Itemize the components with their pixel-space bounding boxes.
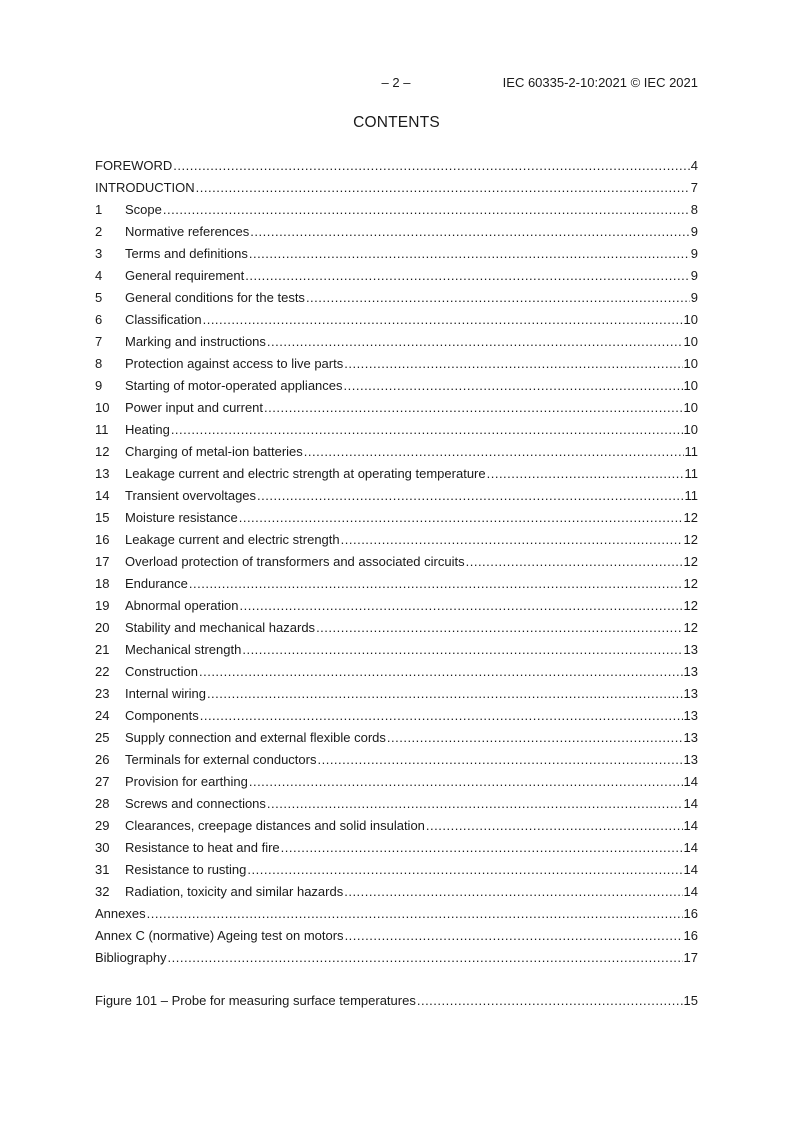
toc-entry[interactable]	[95, 353, 698, 375]
toc-entry-label: Heating	[125, 422, 170, 437]
toc-entry-label: Protection against access to live parts	[125, 356, 344, 371]
toc-entry-page: 4	[690, 158, 698, 173]
toc-entry[interactable]	[95, 793, 698, 815]
toc-entry[interactable]	[95, 331, 698, 353]
toc-entry-page: 14	[683, 840, 698, 855]
toc-entry-number: 21	[95, 642, 110, 657]
dot-leader	[239, 595, 682, 617]
dot-leader	[341, 529, 683, 551]
toc-entry[interactable]	[95, 639, 698, 661]
toc-entry[interactable]	[95, 573, 698, 595]
toc-entry[interactable]	[95, 529, 698, 551]
dot-leader	[207, 683, 683, 705]
toc-entry-page: 10	[683, 334, 698, 349]
dot-leader	[281, 837, 683, 859]
toc-entry-label: Screws and connections	[125, 796, 266, 811]
dot-leader	[345, 925, 683, 947]
toc-entry-label: Leakage current and electric strength	[125, 532, 340, 547]
toc-entry-label: Normative references	[125, 224, 250, 239]
toc-entry-label: Stability and mechanical hazards	[125, 620, 316, 635]
toc-entry-label: Endurance	[125, 576, 188, 591]
toc-entry[interactable]	[95, 397, 698, 419]
dot-leader	[466, 551, 683, 573]
toc-entry-label: Moisture resistance	[125, 510, 238, 525]
dot-leader	[203, 309, 683, 331]
toc-entry-label: FOREWORD	[95, 158, 173, 173]
toc-entry-page: 12	[683, 554, 698, 569]
toc-entry-number: 20	[95, 620, 110, 635]
toc-entry[interactable]	[95, 859, 698, 881]
toc-entry-number: 7	[95, 334, 103, 349]
toc-entry[interactable]	[95, 881, 698, 903]
toc-entry-page: 17	[683, 950, 698, 965]
toc-entry-number: 28	[95, 796, 110, 811]
toc-entry[interactable]	[95, 419, 698, 441]
toc-entry-page: 10	[683, 356, 698, 371]
toc-entry[interactable]	[95, 925, 698, 947]
toc-entry-number: 15	[95, 510, 110, 525]
toc-entry[interactable]	[95, 771, 698, 793]
dot-leader	[189, 573, 683, 595]
table-of-contents	[95, 155, 698, 969]
toc-entry-number: 13	[95, 466, 110, 481]
toc-entry-number: 16	[95, 532, 110, 547]
toc-entry-label: Starting of motor-operated appliances	[125, 378, 343, 393]
toc-entry[interactable]	[95, 309, 698, 331]
toc-entry-label: Charging of metal-ion batteries	[125, 444, 303, 459]
toc-entry[interactable]	[95, 375, 698, 397]
toc-entry[interactable]	[95, 199, 698, 221]
toc-entry-label: INTRODUCTION	[95, 180, 195, 195]
toc-entry-page: 10	[683, 422, 698, 437]
toc-entry-number: 3	[95, 246, 103, 261]
toc-entry-label: Terms and definitions	[125, 246, 248, 261]
toc-entry-label: Resistance to heat and fire	[125, 840, 280, 855]
toc-entry-number: 14	[95, 488, 110, 503]
toc-entry-page: 8	[690, 202, 698, 217]
dot-leader	[249, 771, 683, 793]
toc-entry-page: 11	[684, 488, 698, 503]
toc-entry[interactable]	[95, 683, 698, 705]
toc-entry[interactable]	[95, 617, 698, 639]
toc-entry-page: 16	[683, 928, 698, 943]
toc-entry-page: 11	[684, 466, 698, 481]
toc-entry-number: 31	[95, 862, 110, 877]
dot-leader	[426, 815, 683, 837]
toc-entry-page: 12	[683, 532, 698, 547]
toc-entry-page: 12	[683, 510, 698, 525]
toc-entry[interactable]	[95, 155, 698, 177]
dot-leader	[267, 331, 683, 353]
toc-entry-label: Figure 101 – Probe for measuring surface temperatures	[95, 993, 416, 1008]
dot-leader	[344, 353, 682, 375]
toc-entry-number: 23	[95, 686, 110, 701]
toc-entry[interactable]	[95, 221, 698, 243]
toc-entry-label: Transient overvoltages	[125, 488, 257, 503]
dot-leader	[199, 661, 683, 683]
dot-leader	[247, 859, 682, 881]
toc-entry[interactable]	[95, 837, 698, 859]
toc-entry-number: 30	[95, 840, 110, 855]
toc-entry-page: 10	[683, 312, 698, 327]
dot-leader	[257, 485, 683, 507]
toc-entry-page: 15	[683, 993, 698, 1008]
toc-entry[interactable]	[95, 177, 698, 199]
toc-entry-page: 9	[690, 268, 698, 283]
dot-leader	[316, 617, 682, 639]
toc-entry-number: 22	[95, 664, 110, 679]
toc-entry-number: 11	[95, 422, 109, 437]
toc-entry[interactable]	[95, 441, 698, 463]
toc-entry-label: Radiation, toxicity and similar hazards	[125, 884, 344, 899]
toc-entry-page: 9	[690, 224, 698, 239]
toc-entry-page: 12	[683, 598, 698, 613]
toc-entry-label: Classification	[125, 312, 202, 327]
toc-entry-page: 10	[683, 400, 698, 415]
toc-entry-number: 32	[95, 884, 110, 899]
toc-entry-label: Components	[125, 708, 199, 723]
toc-entry[interactable]	[95, 243, 698, 265]
dot-leader	[344, 375, 683, 397]
toc-entry-label: Marking and instructions	[125, 334, 266, 349]
toc-entry[interactable]	[95, 727, 698, 749]
document-reference: IEC 60335-2-10:2021 © IEC 2021	[502, 75, 698, 90]
page-title: CONTENTS	[353, 114, 440, 131]
toc-entry-page: 9	[690, 246, 698, 261]
toc-entry-number: 17	[95, 554, 110, 569]
toc-entry[interactable]	[95, 903, 698, 925]
dot-leader	[250, 221, 689, 243]
dot-leader	[196, 177, 690, 199]
toc-entry-page: 13	[683, 664, 698, 679]
toc-entry-label: Mechanical strength	[125, 642, 242, 657]
toc-entry-number: 1	[95, 202, 103, 217]
toc-entry-label: Terminals for external conductors	[125, 752, 317, 767]
toc-entry-number: 5	[95, 290, 103, 305]
toc-entry-number: 27	[95, 774, 110, 789]
toc-entry-page: 13	[683, 708, 698, 723]
dot-leader	[242, 639, 682, 661]
toc-entry-label: Clearances, creepage distances and solid insulation	[125, 818, 425, 833]
toc-entry[interactable]	[95, 661, 698, 683]
dot-leader	[163, 199, 690, 221]
toc-entry-label: General conditions for the tests	[125, 290, 305, 305]
toc-entry-page: 13	[683, 642, 698, 657]
toc-entry-number: 24	[95, 708, 110, 723]
list-of-figures	[95, 990, 698, 1012]
dot-leader	[487, 463, 684, 485]
toc-entry-number: 10	[95, 400, 110, 415]
toc-entry-label: Resistance to rusting	[125, 862, 247, 877]
toc-entry-page: 12	[683, 620, 698, 635]
toc-entry-page: 13	[683, 752, 698, 767]
dot-leader	[344, 881, 682, 903]
toc-entry-page: 11	[684, 444, 698, 459]
dot-leader	[267, 793, 683, 815]
dot-leader	[168, 947, 683, 969]
toc-entry-label: General requirement	[125, 268, 245, 283]
toc-entry[interactable]	[95, 485, 698, 507]
toc-entry[interactable]	[95, 287, 698, 309]
dot-leader	[387, 727, 683, 749]
dot-leader	[173, 155, 689, 177]
toc-entry-label: Internal wiring	[125, 686, 206, 701]
toc-entry[interactable]	[95, 265, 698, 287]
toc-entry-page: 7	[690, 180, 698, 195]
dot-leader	[306, 287, 690, 309]
toc-entry-page: 13	[683, 686, 698, 701]
dot-leader	[239, 507, 683, 529]
toc-entry-label: Power input and current	[125, 400, 264, 415]
dot-leader	[200, 705, 683, 727]
toc-entry-page: 14	[683, 796, 698, 811]
toc-entry-page: 12	[683, 576, 698, 591]
page-number: – 2 –	[381, 75, 411, 90]
toc-entry-page: 16	[683, 906, 698, 921]
toc-entry-number: 6	[95, 312, 103, 327]
toc-entry[interactable]	[95, 463, 698, 485]
toc-entry[interactable]	[95, 507, 698, 529]
toc-entry[interactable]	[95, 749, 698, 771]
toc-entry-number: 12	[95, 444, 110, 459]
toc-entry[interactable]	[95, 595, 698, 617]
toc-entry-label: Bibliography	[95, 950, 167, 965]
dot-leader	[171, 419, 683, 441]
toc-entry-page: 14	[683, 862, 698, 877]
dot-leader	[317, 749, 682, 771]
dot-leader	[417, 990, 683, 1012]
dot-leader	[245, 265, 690, 287]
toc-entry[interactable]	[95, 705, 698, 727]
dot-leader	[249, 243, 690, 265]
toc-entry-number: 26	[95, 752, 110, 767]
toc-entry-label: Leakage current and electric strength at operating temperature	[125, 466, 486, 481]
toc-entry-page: 14	[683, 884, 698, 899]
toc-entry-label: Supply connection and external flexible cords	[125, 730, 386, 745]
dot-leader	[304, 441, 684, 463]
toc-entry-page: 9	[690, 290, 698, 305]
toc-entry-number: 25	[95, 730, 110, 745]
toc-entry[interactable]	[95, 947, 698, 969]
page-header	[95, 75, 698, 93]
toc-entry-number: 18	[95, 576, 110, 591]
toc-entry-number: 19	[95, 598, 110, 613]
toc-entry-label: Construction	[125, 664, 198, 679]
toc-entry-label: Annexes	[95, 906, 146, 921]
toc-entry-number: 29	[95, 818, 110, 833]
toc-entry-page: 13	[683, 730, 698, 745]
toc-entry-label: Overload protection of transformers and associated circuits	[125, 554, 465, 569]
dot-leader	[147, 903, 683, 925]
toc-entry-label: Annex C (normative) Ageing test on motors	[95, 928, 344, 943]
toc-entry-label: Abnormal operation	[125, 598, 239, 613]
toc-entry-page: 14	[683, 774, 698, 789]
toc-entry-number: 2	[95, 224, 103, 239]
dot-leader	[264, 397, 683, 419]
toc-entry-number: 8	[95, 356, 103, 371]
toc-entry-label: Provision for earthing	[125, 774, 248, 789]
toc-entry-number: 4	[95, 268, 103, 283]
toc-entry[interactable]	[95, 551, 698, 573]
toc-entry-page: 10	[683, 378, 698, 393]
toc-entry-label: Scope	[125, 202, 162, 217]
toc-entry[interactable]	[95, 815, 698, 837]
figure-entry[interactable]	[95, 990, 698, 1012]
toc-entry-number: 9	[95, 378, 103, 393]
toc-entry-page: 14	[683, 818, 698, 833]
